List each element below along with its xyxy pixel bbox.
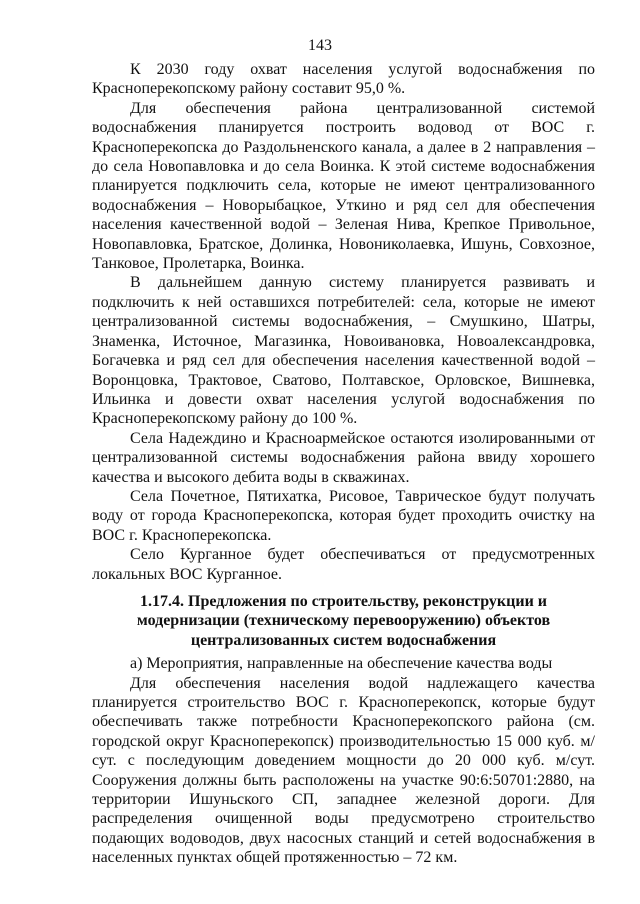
paragraph-water-pipeline: Для обеспечения района централизованной системой водоснабжения планируется построить водовод от ВОС г. Красноперекопска до Раздольненского канала, а далее в 2 направления – до села Новопавловка и до села Воинка. К этой системе водоснабжения планируется подключить села, которые не имеют централизованного водоснабжения – Новорыбацкое, Уткино и ряд сел для обеспечения населения качественной водой – Зеленая Нива, Крепкое Привольное, Новопавловка, Братское, Долинка, Новониколаевка, Ишунь, Совхозное, Танковое, Пролетарка, Воинка. <box>92 99 595 273</box>
paragraph-coverage-2030: К 2030 году охват населения услугой водоснабжения по Красноперекопскому району составит 95,0 %. <box>92 61 595 98</box>
paragraph-isolated-villages: Села Надеждино и Красноармейское остаются изолированными от централизованной системы водоснабжения района ввиду хорошего качества и высокого дебита воды в скважинах. <box>92 429 595 486</box>
paragraph-future-development: В дальнейшем данную систему планируется развивать и подключить к ней оставшихся потребителей: села, которые не имеют централизованной системы водоснабжения, – Смушкино, Шатры, Знаменка, Источное, Магазинка, Новоивановка, Новоалександровка, Богачевка и ряд сел для обеспечения населения качественной водой – Воронцовка, Трактовое, Сватово, Полтавское, Орловское, Вишневка, Ильинка и довести охват населения услугой водоснабжения по Красноперекопскому району до 100 %. <box>92 274 595 428</box>
page-body <box>92 60 595 868</box>
paragraph-treatment-plant: Для обеспечения населения водой надлежащего качества планируется строительство ВОС г. Красноперекопск, которые будут обеспечивать также потребности Красноперекопского района (см. городской округ Красноперекопск) производительностью 15 000 куб. м/сут. с последующим доведением мощности до 20 000 куб. м/сут. Сооружения должны быть расположены на участке 90:6:50701:2880, на территории Ишуньского СП, западнее железной дороги. Для распределения очищенной воды предусмотрено строительство подающих водоводов, двух насосных станций и сетей водоснабжения в населенных пунктах общей протяженностью – 72 км. <box>92 674 595 867</box>
subsection-title: а) Мероприятия, направленные на обеспечение качества воды <box>130 655 553 673</box>
page-number: 143 <box>308 37 332 54</box>
paragraph-city-supply: Села Почетное, Пятихатка, Рисовое, Таврическое будут получать воду от города Красноперекопска, которая будет проходить очистку на ВОС г. Красноперекопска. <box>92 487 595 544</box>
paragraph-kurgannoe: Село Курганное будет обеспечиваться от предусмотренных локальных ВОС Курганное. <box>92 546 595 583</box>
section-heading: 1.17.4. Предложения по строительству, реконструкции и модернизации (техническому перевооружению) объектов централизованных систем водоснабжения <box>136 592 551 649</box>
